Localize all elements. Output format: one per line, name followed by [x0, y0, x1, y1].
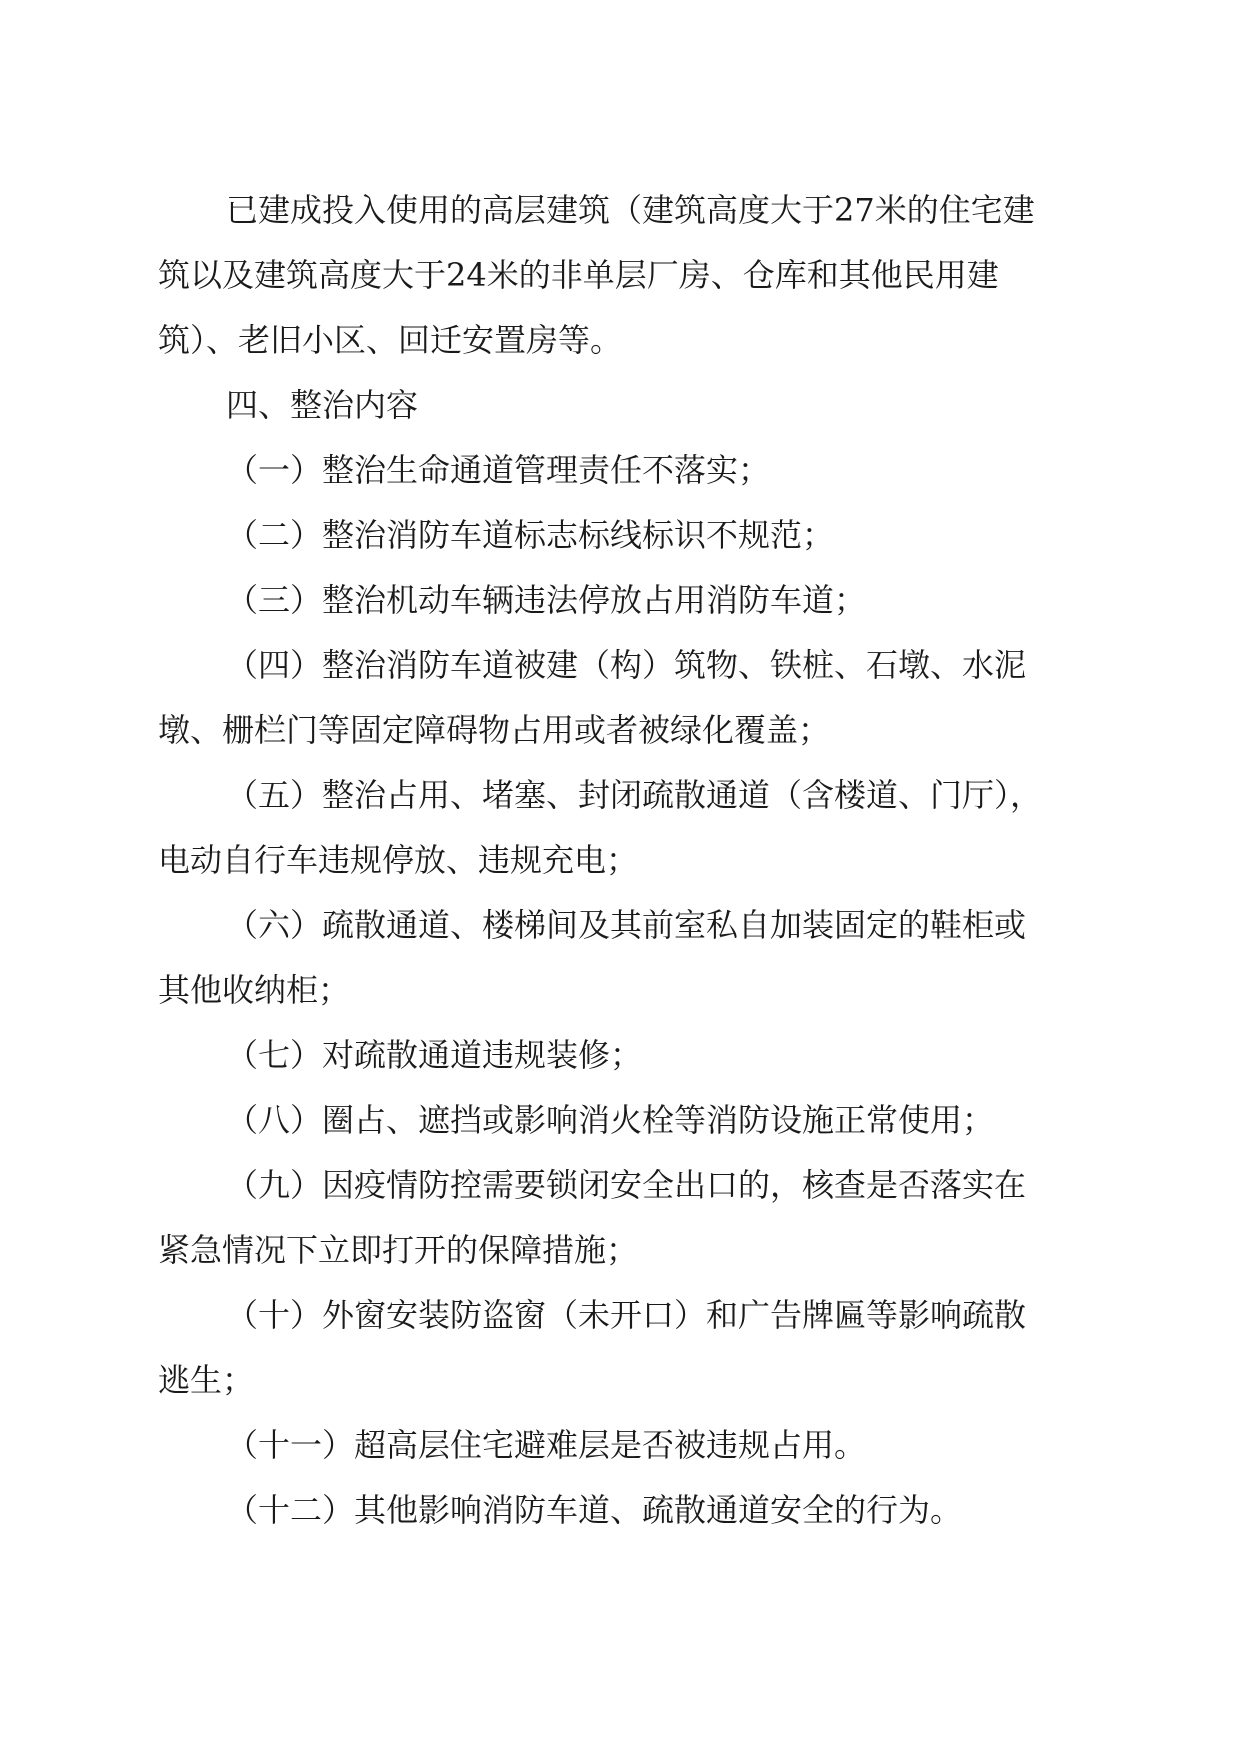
paragraph-line: 筑）、老旧小区、回迁安置房等。: [158, 321, 623, 359]
list-item-continuation: 电动自行车违规停放、违规充电；: [158, 841, 639, 879]
paragraph-line: 筑以及建筑高度大于24米的非单层厂房、仓库和其他民用建: [158, 256, 999, 294]
list-item: （五）整治占用、堵塞、封闭疏散通道（含楼道、门厅），: [226, 776, 1043, 814]
list-item: （四）整治消防车道被建（构）筑物、铁桩、石墩、水泥: [226, 646, 1027, 684]
list-item: （十）外窗安装防盗窗（未开口）和广告牌匾等影响疏散: [226, 1296, 1027, 1334]
list-item: （十一）超高层住宅避难层是否被违规占用。: [226, 1426, 867, 1464]
list-item: （一）整治生命通道管理责任不落实；: [226, 451, 771, 489]
list-item: （三）整治机动车辆违法停放占用消防车道；: [226, 581, 867, 619]
list-item: （九）因疫情防控需要锁闭安全出口的，核查是否落实在: [226, 1166, 1027, 1204]
list-item-continuation: 逃生；: [158, 1361, 255, 1399]
list-item: （十二）其他影响消防车道、疏散通道安全的行为。: [226, 1491, 963, 1529]
list-item: （七）对疏散通道违规装修；: [226, 1036, 643, 1074]
list-item: （二）整治消防车道标志标线标识不规范；: [226, 516, 835, 554]
list-item-continuation: 墩、栅栏门等固定障碍物占用或者被绿化覆盖；: [158, 711, 831, 749]
paragraph-line: 已建成投入使用的高层建筑（建筑高度大于27米的住宅建: [226, 191, 1035, 229]
list-item-continuation: 其他收纳柜；: [158, 971, 351, 1009]
section-heading: 四、整治内容: [226, 386, 419, 424]
list-item: （八）圈占、遮挡或影响消火栓等消防设施正常使用；: [226, 1101, 995, 1139]
list-item-continuation: 紧急情况下立即打开的保障措施；: [158, 1231, 639, 1269]
list-item: （六）疏散通道、楼梯间及其前室私自加装固定的鞋柜或: [226, 906, 1027, 944]
